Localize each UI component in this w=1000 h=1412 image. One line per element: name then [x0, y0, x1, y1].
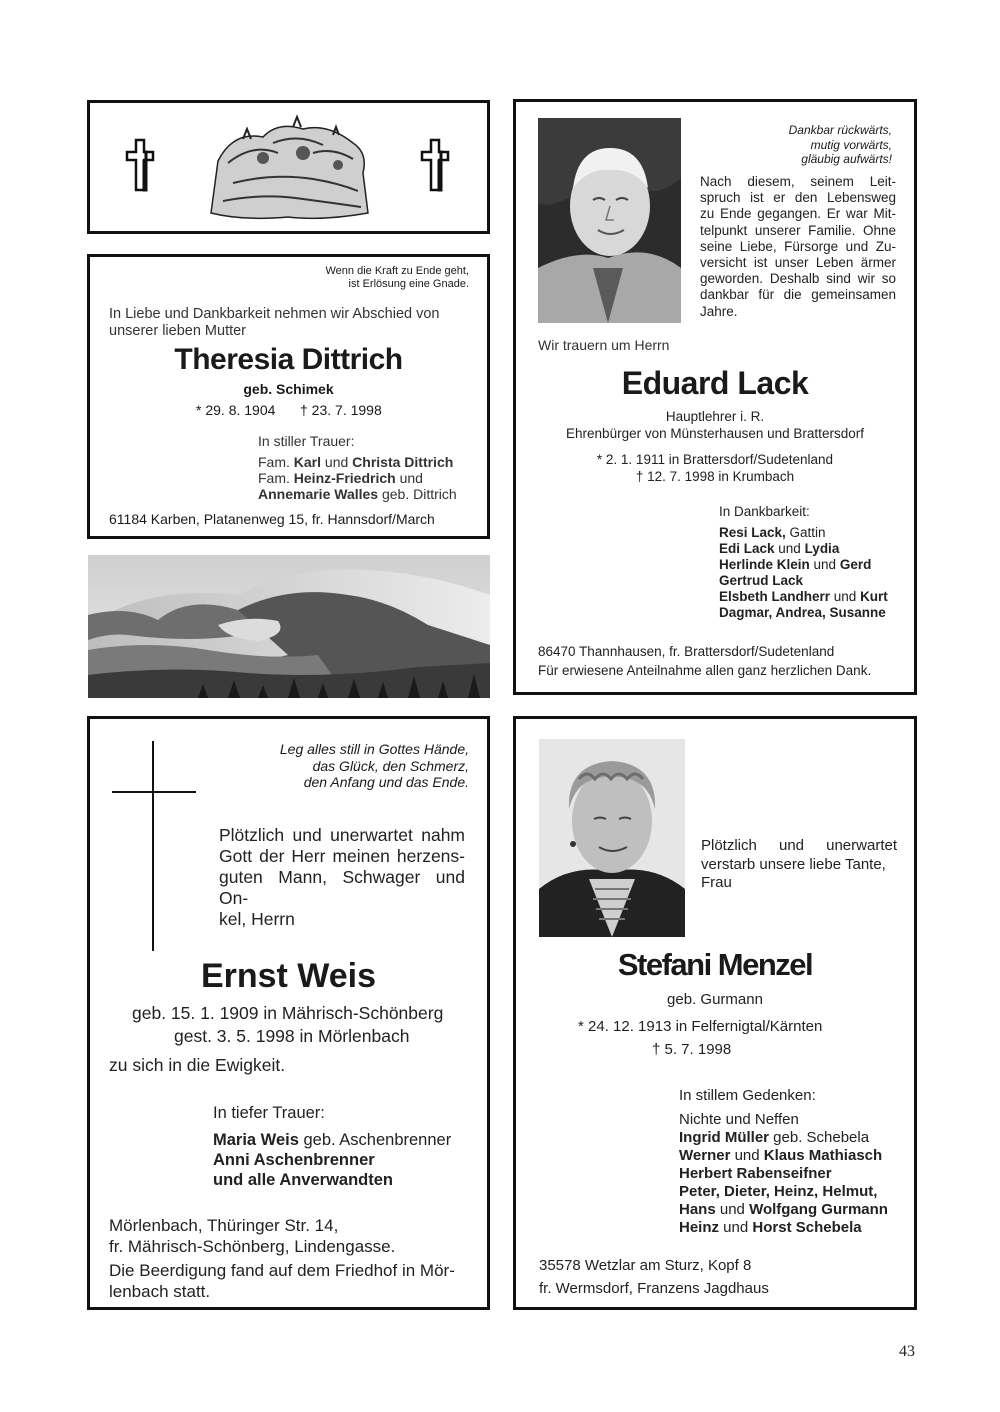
mourner-line: Fam. Karl und Christa Dittrich — [258, 454, 454, 470]
cross-icon — [125, 138, 155, 193]
obituary-theresia-dittrich — [87, 254, 490, 539]
portrait-photo-eduard-lack — [538, 118, 681, 323]
obituary-stefani-menzel — [513, 716, 917, 1310]
mourner-line: und alle Anverwandten — [213, 1171, 394, 1189]
family-line: Dagmar, Andrea, Susanne — [719, 605, 886, 620]
cross-icon — [420, 138, 450, 193]
death-date: † 5. 7. 1998 — [652, 1041, 732, 1058]
family-line: Herlinde Klein und Gerd — [719, 557, 872, 572]
mourner-line: Annemarie Walles geb. Dittrich — [258, 486, 457, 502]
relative-line: Heinz und Horst Schebela — [679, 1219, 862, 1236]
page-number: 43 — [899, 1343, 915, 1360]
death-date: gest. 3. 5. 1998 in Mörlenbach — [174, 1026, 410, 1046]
family: In Dankbarkeit: Resi Lack, Gattin Edi Lack und Lydia Herlinde Klein und Gerd Gertrud Lack Elsbeth Landherr und Kurt Dagmar, Andrea, Susanne — [719, 504, 888, 620]
funeral-note: Die Beerdigung fand auf dem Friedhof in Mör- lenbach statt. — [109, 1261, 455, 1301]
closing-phrase: zu sich in die Ewigkeit. — [109, 1055, 286, 1075]
graves-drawing — [203, 113, 373, 221]
relative-line: Peter, Dieter, Heinz, Helmut, — [679, 1183, 878, 1200]
birth-date: geb. 15. 1. 1909 in Mährisch-Schönberg — [132, 1003, 444, 1023]
mourner-line: Maria Weis geb. Aschenbrenner — [213, 1131, 452, 1149]
life-dates: * 2. 1. 1911 in Brattersdorf/Sudetenland † 12. 7. 1998 in Krumbach — [596, 452, 834, 484]
intro: In Liebe und Dankbarkeit nehmen wir Abschied von unserer lieben Mutter — [109, 306, 440, 339]
titles: Hauptlehrer i. R. Ehrenbürger von Münsterhausen und Brattersdorf — [566, 409, 864, 441]
address: 86470 Thannhausen, fr. Brattersdorf/Sudetenland Für erwiesene Anteilnahme allen ganz herzlichen Dank. — [538, 644, 872, 678]
family-line: Elsbeth Landherr und Kurt — [719, 589, 888, 604]
obituary-eduard-lack — [513, 99, 917, 695]
death-date: † 23. 7. 1998 — [300, 402, 382, 418]
cross-line-icon — [152, 741, 154, 951]
cross-picture-box — [87, 100, 490, 234]
obituary-ernst-weis — [87, 716, 490, 1310]
deceased-name: Stefani Menzel — [617, 947, 813, 982]
cross-line-icon — [112, 791, 196, 793]
deceased-name: Ernst Weis — [200, 957, 377, 995]
mourner-line: Fam. Heinz-Friedrich und — [258, 470, 423, 486]
maiden-name: geb. Schimek — [243, 381, 334, 397]
relative-line: Herbert Rabenseifner — [679, 1165, 832, 1182]
relative-line: Ingrid Müller geb. Schebela — [679, 1129, 870, 1146]
relatives: In stillem Gedenken: Nichte und Neffen Ingrid Müller geb. Schebela Werner und Klaus Mathiasch Herbert Rabenseifner Peter, Dieter, Heinz, Helmut, Hans und Wolfgang Gurmann Heinz und Horst Schebela — [679, 1087, 888, 1236]
announcement-text: Plötzlich und unerwartet nahm Gott der Herr meinen herzens- guten Mann, Schwager und On- kel, Herrn — [219, 825, 465, 929]
address: Mörlenbach, Thüringer Str. 14, fr. Mährisch-Schönberg, Lindengasse. — [109, 1216, 396, 1256]
announcement-text: Plötzlich und unerwartet verstarb unsere liebe Tante, Frau — [701, 837, 897, 891]
portrait-photo-stefani-menzel — [539, 739, 685, 937]
address: 35578 Wetzlar am Sturz, Kopf 8 fr. Wermsdorf, Franzens Jagdhaus — [539, 1257, 769, 1297]
mountain-landscape-photo — [88, 555, 490, 698]
deceased-name: Eduard Lack — [621, 365, 809, 401]
mourners: In tiefer Trauer: Maria Weis geb. Aschenbrenner Anni Aschenbrenner und alle Anverwandten — [213, 1104, 452, 1189]
relative-line: Werner und Klaus Mathiasch — [679, 1147, 883, 1164]
birth-date: * 24. 12. 1913 in Felfernigtal/Kärnten — [578, 1018, 823, 1035]
motto: Dankbar rückwärts, mutig vorwärts, gläubig aufwärts! — [788, 123, 892, 166]
address: 61184 Karben, Platanenweg 15, fr. Hannsdorf/March — [109, 511, 435, 527]
family-line: Resi Lack, Gattin — [719, 525, 826, 540]
motto: Leg alles still in Gottes Hände, das Glück, den Schmerz, den Anfang und das Ende. — [279, 741, 469, 790]
deceased-name: Theresia Dittrich — [174, 343, 403, 376]
family-line: Edi Lack und Lydia — [719, 541, 840, 556]
maiden-name: geb. Gurmann — [667, 991, 763, 1008]
family-line: Gertrud Lack — [719, 573, 804, 588]
mourner-line: Anni Aschenbrenner — [213, 1151, 375, 1169]
tribute-text: Nach diesem, seinem Leit- spruch ist er den Lebensweg zu Ende gegangen. Er war Mit- telpunkt unserer Familie. Ohne seine Liebe, Fürsorge und Zu- versicht ist unser Leben ärmer geworden. Deshalb sind wir so dankbar für die gemeinsamen Jahre. — [700, 174, 896, 319]
motto: Wenn die Kraft zu Ende geht, ist Erlösung eine Gnade. — [325, 265, 469, 290]
birth-date: * 29. 8. 1904 — [196, 402, 276, 418]
relative-line: Hans und Wolfgang Gurmann — [679, 1201, 888, 1218]
intro: Wir trauern um Herrn — [538, 337, 670, 353]
mourners: In stiller Trauer: Fam. Karl und Christa Dittrich Fam. Heinz-Friedrich und Annemarie Walles geb. Dittrich — [258, 433, 457, 502]
